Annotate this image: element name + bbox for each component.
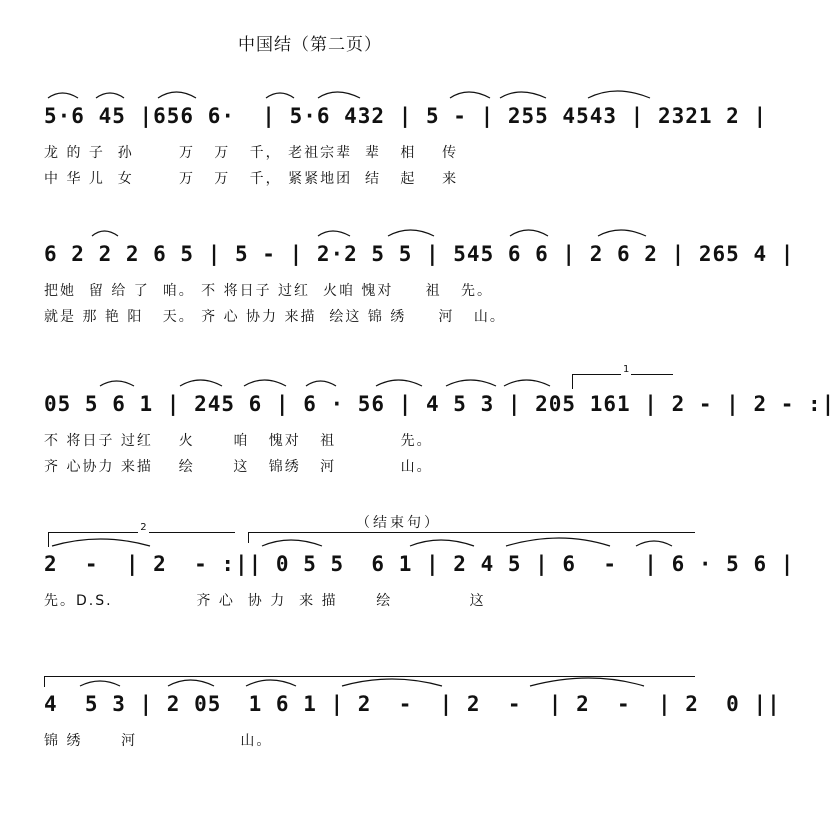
volta-bracket-2: [48, 522, 235, 547]
lyric-verse-1: 把她 留 给 了 咱。 不 将日子 过红 火咱 愧对 祖 先。: [44, 283, 494, 299]
notation-line: 05 5 6 1 | 245 6 | 6 · 56 | 4 5 3 | 205 161 | 2 - | 2 - :|: [44, 392, 835, 416]
volta-bracket-1: [572, 364, 673, 389]
ending-phrase-line: [248, 532, 695, 543]
ending-phrase-line: [44, 676, 695, 687]
lyric-verse-1: 不 将日子 过红 火 咱 愧对 祖 先。: [44, 433, 433, 449]
lyric-verse-2: 齐 心协力 来描 绘 这 锦绣 河 山。: [44, 459, 433, 475]
volta-number: 1: [623, 364, 630, 375]
lyric-verse-1: 锦 绣 河 山。: [44, 733, 273, 749]
ending-phrase-label: （结束句）: [356, 515, 441, 531]
notation-line: 4 5 3 | 2 05 1 6 1 | 2 - | 2 - | 2 - | 2 0 ||: [44, 692, 781, 716]
lyric-verse-1: 先。D.S. 齐 心 协 力 来 描 绘 这: [44, 593, 486, 609]
volta-number: 2: [140, 522, 147, 533]
lyric-verse-2: 中 华 儿 女 万 万 千， 紧紧地团 结 起 来: [44, 171, 459, 187]
notation-line: 2 - | 2 - :|| 0 5 5 6 1 | 2 4 5 | 6 - | 6 · 5 6 |: [44, 552, 795, 576]
lyric-verse-1: 龙 的 子 孙 万 万 千， 老祖宗辈 辈 相 传: [44, 145, 459, 161]
notation-line: 6 2 2 2 6 5 | 5 - | 2·2 5 5 | 545 6 6 | 2 6 2 | 265 4 |: [44, 242, 795, 266]
lyric-verse-2: 就是 那 艳 阳 天。 齐 心 协力 来描 绘这 锦 绣 河 山。: [44, 309, 506, 325]
page-title: 中国结（第二页）: [238, 35, 382, 55]
notation-line: 5·6 45 |656 6· | 5·6 432 | 5 - | 255 4543 | 2321 2 |: [44, 104, 768, 128]
